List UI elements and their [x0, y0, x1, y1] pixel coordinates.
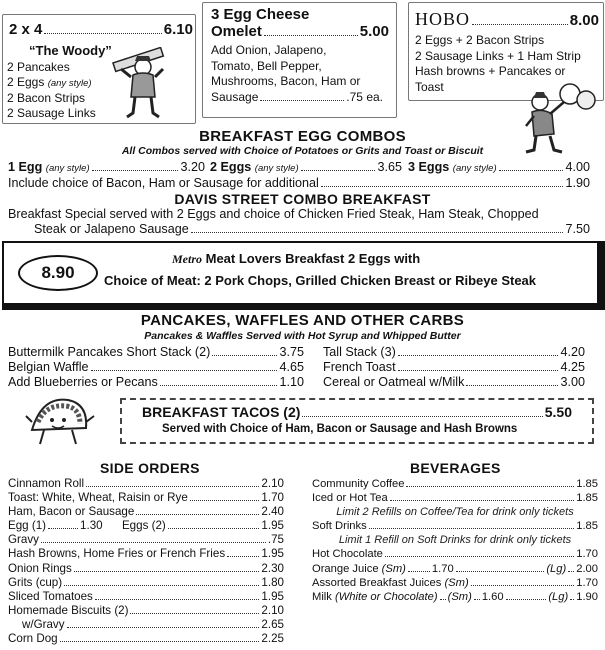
beverages-title: BEVERAGES: [410, 460, 501, 476]
davis-line-1: Breakfast Special served with 2 Eggs and choice of Chicken Fried Steak, Ham Steak, Chopped: [8, 207, 539, 221]
hobo-line: 2 Sausage Links + 1 Ham Strip: [415, 48, 581, 63]
beverage-item-oj: Orange Juice (Sm) 1.70 (Lg) 2.00: [312, 562, 598, 575]
combo-addon-text: Include choice of Bacon, Ham or Sausage for additional: [8, 176, 319, 190]
omelet-addon-row: [211, 90, 383, 104]
davis-price: 7.50: [565, 222, 590, 236]
tacos-subtitle: Served with Choice of Ham, Bacon or Sausage and Hash Browns: [162, 423, 518, 435]
any-style-note: (any style): [45, 163, 90, 174]
beverage-item: Community Coffee 1.85: [312, 478, 598, 490]
meat-lovers-price-oval: [18, 255, 98, 291]
combo-addon-price: 1.90: [565, 176, 590, 190]
beverage-item: Iced or Hot Tea 1.85: [312, 492, 598, 505]
item-name: Buttermilk Pancakes Short Stack (2): [8, 345, 211, 359]
side-item: Corn Dog 2.25: [8, 632, 284, 646]
combo-label: 3 Eggs: [408, 160, 450, 174]
beverages-list: [312, 477, 598, 604]
tacos-price: 5.50: [544, 404, 572, 420]
combo-price: 3.20: [180, 160, 205, 174]
side-item: Hash Browns, Home Fries or French Fries 1.95: [8, 547, 284, 561]
pancakes-item: [323, 375, 585, 389]
omelet-desc-line: Tomato, Bell Pepper,: [211, 58, 322, 73]
refill-note-soda: Limit 1 Refill on Soft Drinks for drink only tickets: [338, 534, 572, 547]
tacos-box: [120, 398, 594, 444]
item-name: Tall Stack (3): [323, 345, 396, 359]
omelet-box: [202, 2, 397, 118]
egg-combos-subtitle: All Combos served with Choice of Potatoes or Grits and Toast or Biscuit: [121, 145, 484, 157]
meat-lovers-choice: Choice of Meat: 2 Pork Chops, Grilled Chicken Breast or Ribeye Steak: [104, 273, 537, 288]
combo-2-eggs: [210, 160, 402, 174]
omelet-addon-label: Sausage: [211, 90, 259, 104]
egg-combos-title: BREAKFAST EGG COMBOS: [199, 128, 406, 145]
item-price: 1.10: [279, 375, 304, 389]
combo-3-eggs: [408, 160, 590, 174]
lumberjack-illustration: [111, 47, 173, 121]
beverage-item: Soft Drinks 1.85: [312, 520, 598, 533]
woody-items: [7, 60, 96, 121]
item-price: 3.00: [560, 375, 585, 389]
omelet-title-2: Omelet: [211, 23, 262, 40]
omelet-desc-line: Mushrooms, Bacon, Ham or: [211, 74, 361, 88]
combo-addon-row: [8, 176, 590, 190]
woody-box: [2, 14, 196, 124]
item-price: 4.25: [560, 360, 585, 374]
pancakes-item: [323, 345, 585, 359]
any-style-note: (any style): [254, 163, 299, 174]
side-item: Toast: White, Wheat, Raisin or Rye 1.70: [8, 491, 284, 505]
woody-item: 2 Sausage Links: [7, 106, 96, 120]
taco-illustration: [24, 392, 96, 448]
combo-price: 4.00: [565, 160, 590, 174]
hobo-line: 2 Eggs + 2 Bacon Strips: [415, 33, 545, 47]
item-price: 3.75: [279, 345, 304, 359]
sides-title: SIDE ORDERS: [100, 460, 200, 476]
hobo-line: Toast: [415, 79, 444, 94]
omelet-title: 3 Egg Cheese: [211, 6, 310, 23]
meat-lovers-title-row: [172, 251, 420, 267]
combo-1-egg: [8, 160, 205, 174]
side-item: Homemade Biscuits (2) 2.10: [8, 603, 284, 617]
pancakes-item: [8, 360, 304, 374]
pancakes-subtitle: Pancakes & Waffles Served with Hot Syrup and Whipped Butter: [144, 330, 461, 342]
side-item: Grits (cup) 1.80: [8, 575, 284, 589]
beverage-item-milk: Milk (White or Chocolate) (Sm) 1.60 (Lg) 1.90: [312, 590, 598, 603]
side-item: Gravy .75: [8, 533, 284, 547]
omelet-price: 5.00: [359, 23, 389, 40]
side-item: Onion Rings 2.30: [8, 561, 284, 575]
item-name: Belgian Waffle: [8, 360, 89, 374]
side-item: Ham, Bacon or Sausage 2.40: [8, 505, 284, 519]
davis-line-2: [34, 222, 590, 236]
item-name: Cereal or Oatmeal w/Milk: [323, 375, 465, 389]
pancakes-item: [8, 345, 304, 359]
refill-note-coffee: Limit 2 Refills on Coffee/Tea for drink only tickets: [336, 506, 574, 519]
meat-lovers-banner: [2, 241, 605, 310]
pancakes-item: [8, 375, 304, 389]
woody-price: 6.10: [163, 21, 193, 38]
davis-title: DAVIS STREET COMBO BREAKFAST: [174, 191, 431, 207]
omelet-addon-price: .75 ea.: [346, 90, 383, 104]
omelet-title-row: [211, 23, 389, 40]
woody-nickname: “The Woody”: [29, 43, 112, 58]
woody-item: 2 Bacon Strips: [7, 91, 86, 105]
side-item: w/Gravy 2.65: [22, 617, 284, 631]
pancakes-title: PANCAKES, WAFFLES AND OTHER CARBS: [140, 312, 465, 329]
tacos-title-row: [142, 404, 572, 420]
combo-label: 2 Eggs: [210, 160, 252, 174]
sides-list: [8, 477, 284, 646]
pancakes-item: [323, 360, 585, 374]
item-name: French Toast: [323, 360, 396, 374]
omelet-description: [211, 43, 360, 90]
woody-item: 2 Pancakes: [7, 60, 70, 74]
side-item: Sliced Tomatoes 1.95: [8, 589, 284, 603]
hobo-title-row: [415, 9, 599, 30]
item-price: 4.20: [560, 345, 585, 359]
beverage-item: Hot Chocolate 1.70: [312, 548, 598, 561]
omelet-desc-line: Add Onion, Jalapeno,: [211, 43, 327, 57]
woody-item: 2 Eggs (any style): [7, 75, 92, 89]
combo-price: 3.65: [377, 160, 402, 174]
woody-title-row: [9, 21, 193, 38]
hobo-name: HOBO: [415, 9, 471, 29]
meat-lovers-price: 8.90: [41, 263, 75, 282]
davis-line-2-text: Steak or Jalapeno Sausage: [34, 222, 189, 236]
item-name: Add Blueberries or Pecans: [8, 375, 158, 389]
woody-name: 2 x 4: [9, 21, 43, 38]
combo-label: 1 Egg: [8, 160, 43, 174]
beverage-item: Assorted Breakfast Juices (Sm) 1.70: [312, 576, 598, 589]
metro-logo: Metro: [172, 252, 202, 266]
side-item: Cinnamon Roll 2.10: [8, 477, 284, 490]
meat-lovers-title: Meat Lovers Breakfast 2 Eggs with: [205, 251, 421, 266]
item-price: 4.65: [279, 360, 304, 374]
any-style-note: (any style): [452, 163, 497, 174]
hobo-line: Hash browns + Pancakes or: [415, 64, 566, 78]
side-item-eggs: Egg (1) 1.30 Eggs (2) 1.95: [8, 519, 284, 533]
tacos-title: BREAKFAST TACOS (2): [142, 404, 301, 420]
hobo-price: 8.00: [569, 12, 599, 29]
